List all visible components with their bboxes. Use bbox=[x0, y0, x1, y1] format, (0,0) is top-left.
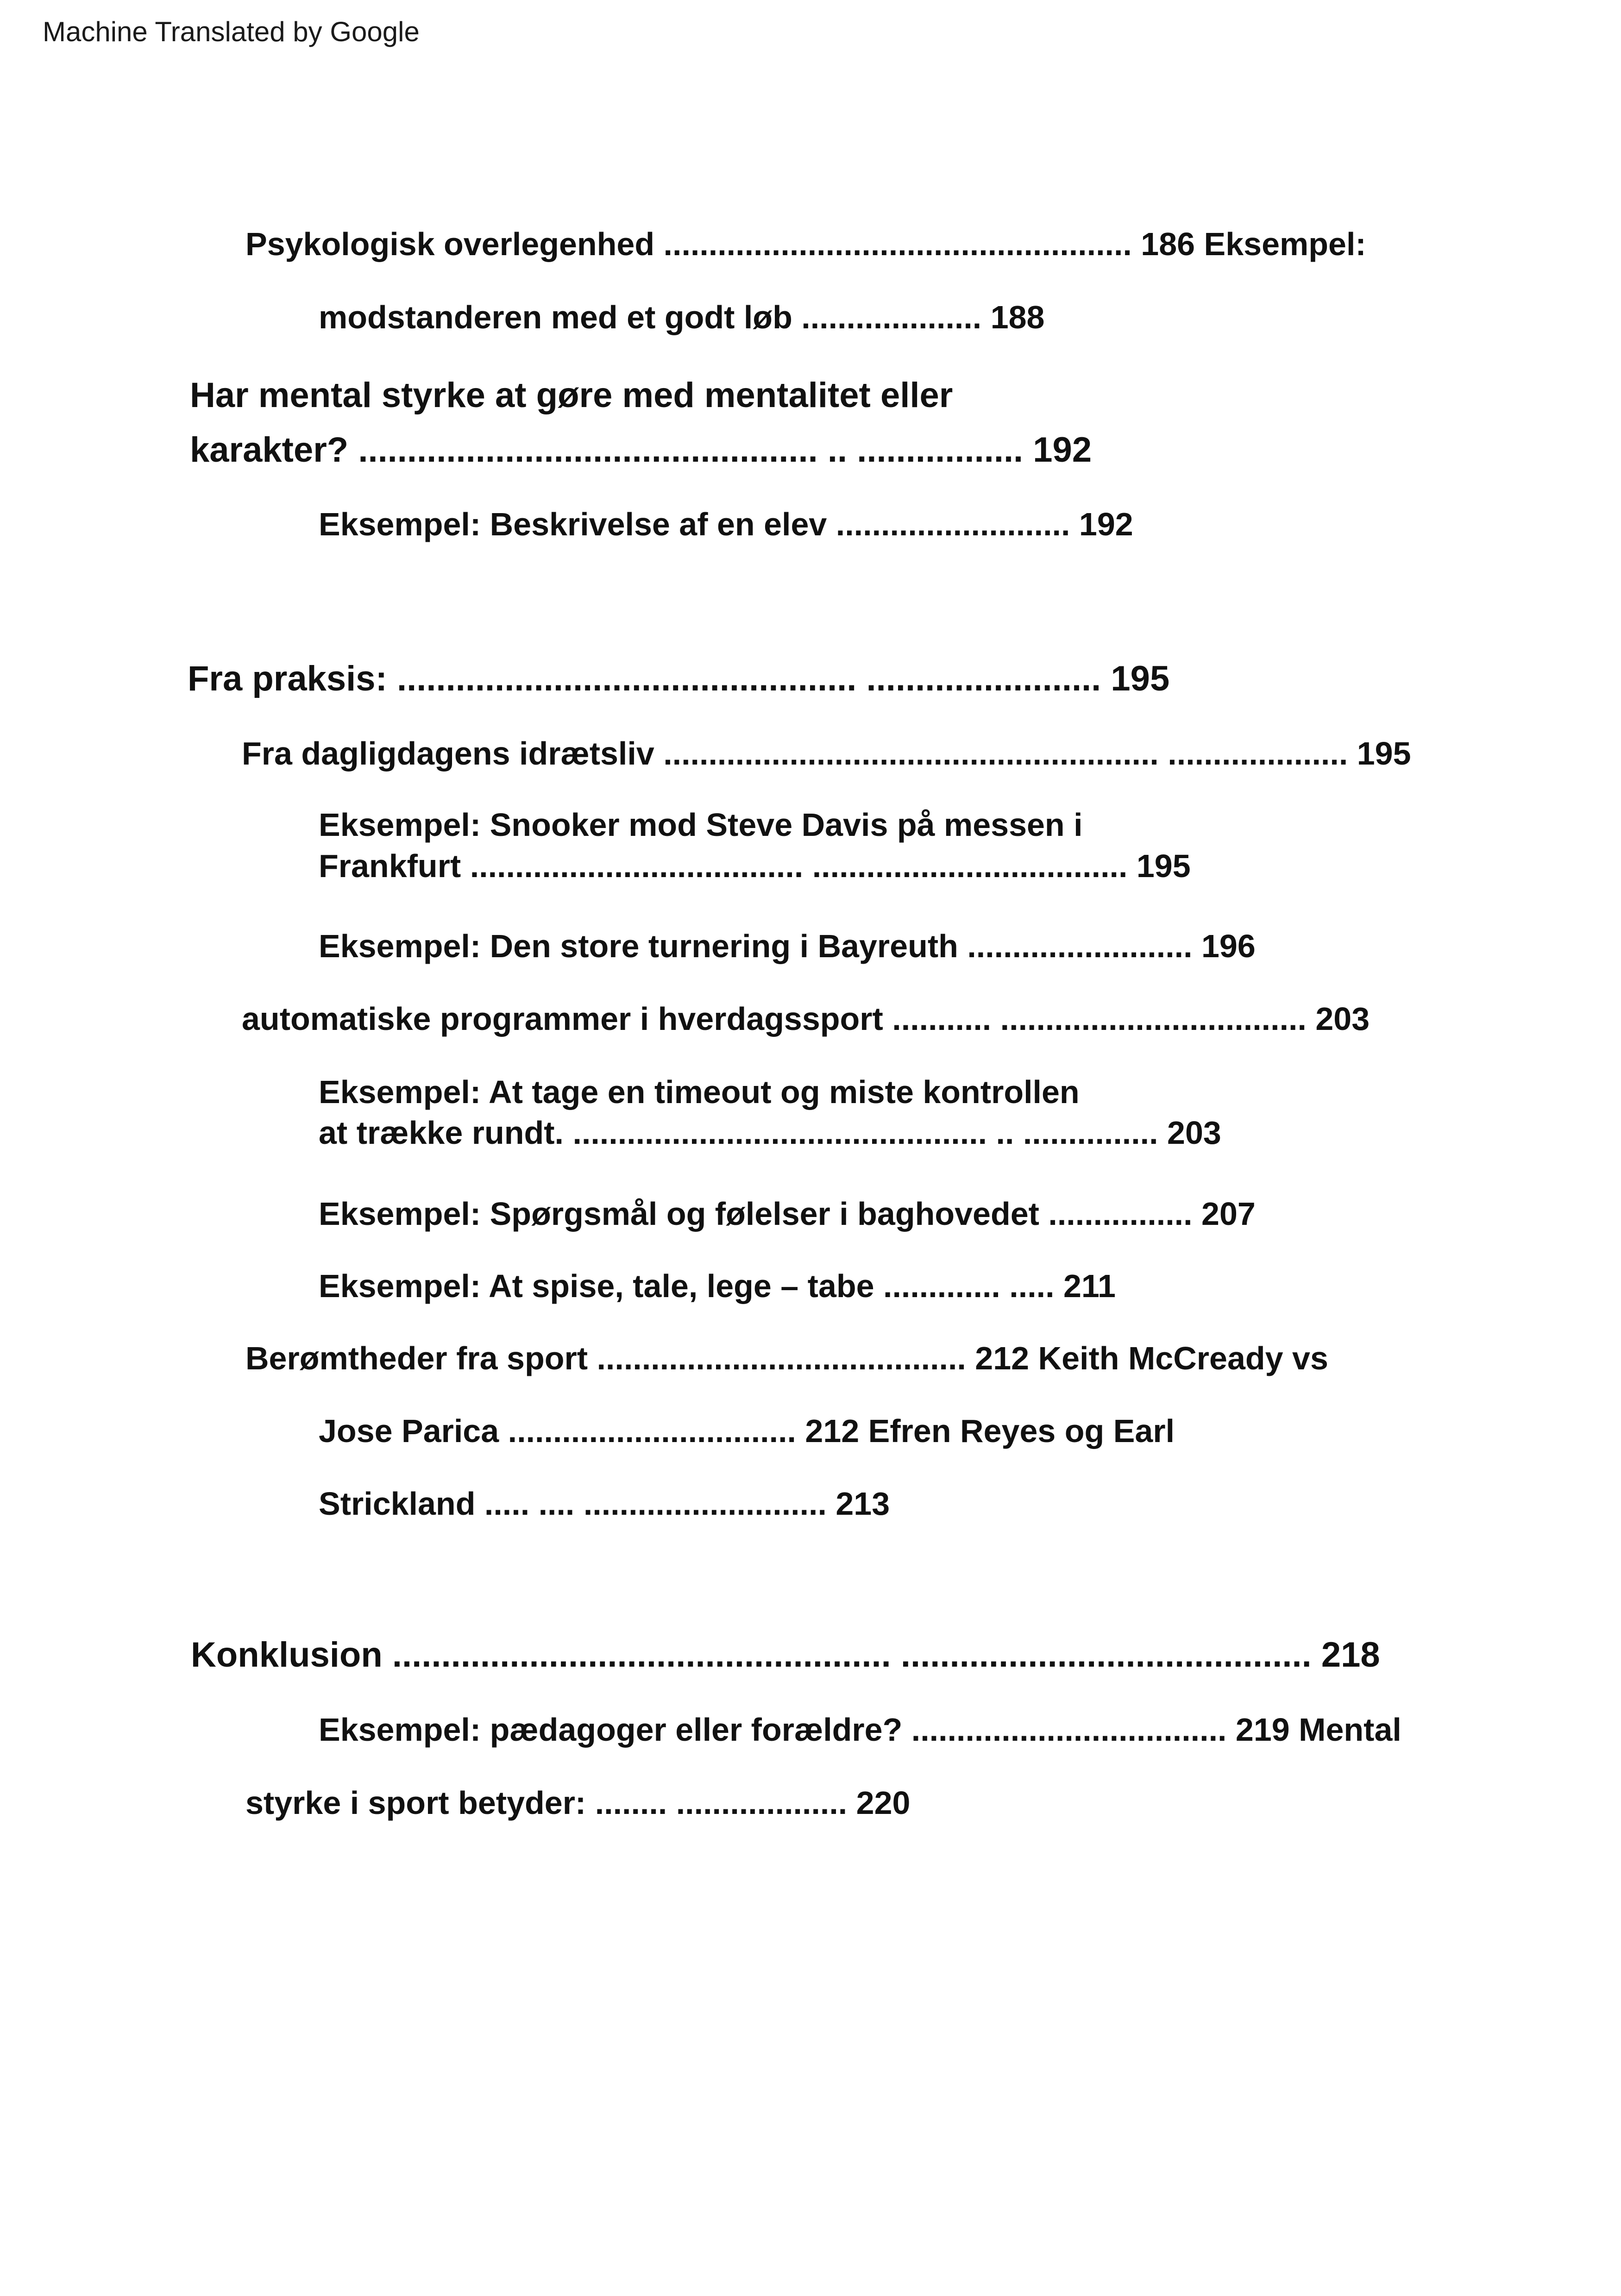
toc-line-timeout: Eksempel: At tage en timeout og miste kontrollen bbox=[319, 1074, 1080, 1110]
machine-translation-note: Machine Translated by Google bbox=[43, 16, 420, 47]
toc-line-frankfurt: Frankfurt ..................................... ................................... 195 bbox=[319, 848, 1191, 884]
toc-line-beskrivelse-af-en-elev: Eksempel: Beskrivelse af en elev .......................... 192 bbox=[319, 506, 1133, 542]
toc-line-strickland: Strickland ..... .... ........................... 213 bbox=[319, 1486, 890, 1522]
toc-line-psykologisk: Psykologisk overlegenhed .................................................... 186 Eksempel: bbox=[245, 226, 1366, 262]
toc-line-konklusion: Konklusion ................................................... .......................................... 218 bbox=[191, 1635, 1380, 1675]
toc-line-spoergsmaal: Eksempel: Spørgsmål og følelser i baghovedet ................ 207 bbox=[319, 1196, 1256, 1232]
toc-line-automatiske-programmer: automatiske programmer i hverdagssport ........... .................................. 203 bbox=[242, 1001, 1370, 1037]
toc-line-bayreuth: Eksempel: Den store turnering i Bayreuth ......................... 196 bbox=[319, 928, 1256, 964]
toc-line-har-mental-styrke: Har mental styrke at gøre med mentalitet eller bbox=[190, 376, 953, 415]
toc-line-snooker-steve-davis: Eksempel: Snooker mod Steve Davis på messen i bbox=[319, 807, 1083, 843]
toc-line-traekke-rundt: at trække rundt. .............................................. .. ............... 203 bbox=[319, 1115, 1221, 1151]
toc-line-at-spise: Eksempel: At spise, tale, lege – tabe ............. ..... 211 bbox=[319, 1268, 1116, 1304]
toc-line-styrke-i-sport: styrke i sport betyder: ........ ................... 220 bbox=[245, 1785, 911, 1821]
toc-line-paedagoger: Eksempel: pædagoger eller forældre? ................................... 219 Mental bbox=[319, 1712, 1401, 1748]
toc-line-fra-dagligdagens: Fra dagligdagens idrætsliv ....................................................... .................... 195 bbox=[242, 735, 1411, 772]
toc-line-karakter: karakter? ............................................... .. ................. 192 bbox=[190, 430, 1092, 470]
toc-line-fra-praksis: Fra praksis: ............................................... ........................ 195 bbox=[188, 659, 1170, 698]
toc-line-jose-parica: Jose Parica ................................ 212 Efren Reyes og Earl bbox=[319, 1413, 1175, 1449]
toc-line-modstanderen: modstanderen med et godt løb .................... 188 bbox=[319, 299, 1045, 335]
toc-line-beroemtheder: Berømtheder fra sport ......................................... 212 Keith McCready vs bbox=[245, 1340, 1328, 1376]
